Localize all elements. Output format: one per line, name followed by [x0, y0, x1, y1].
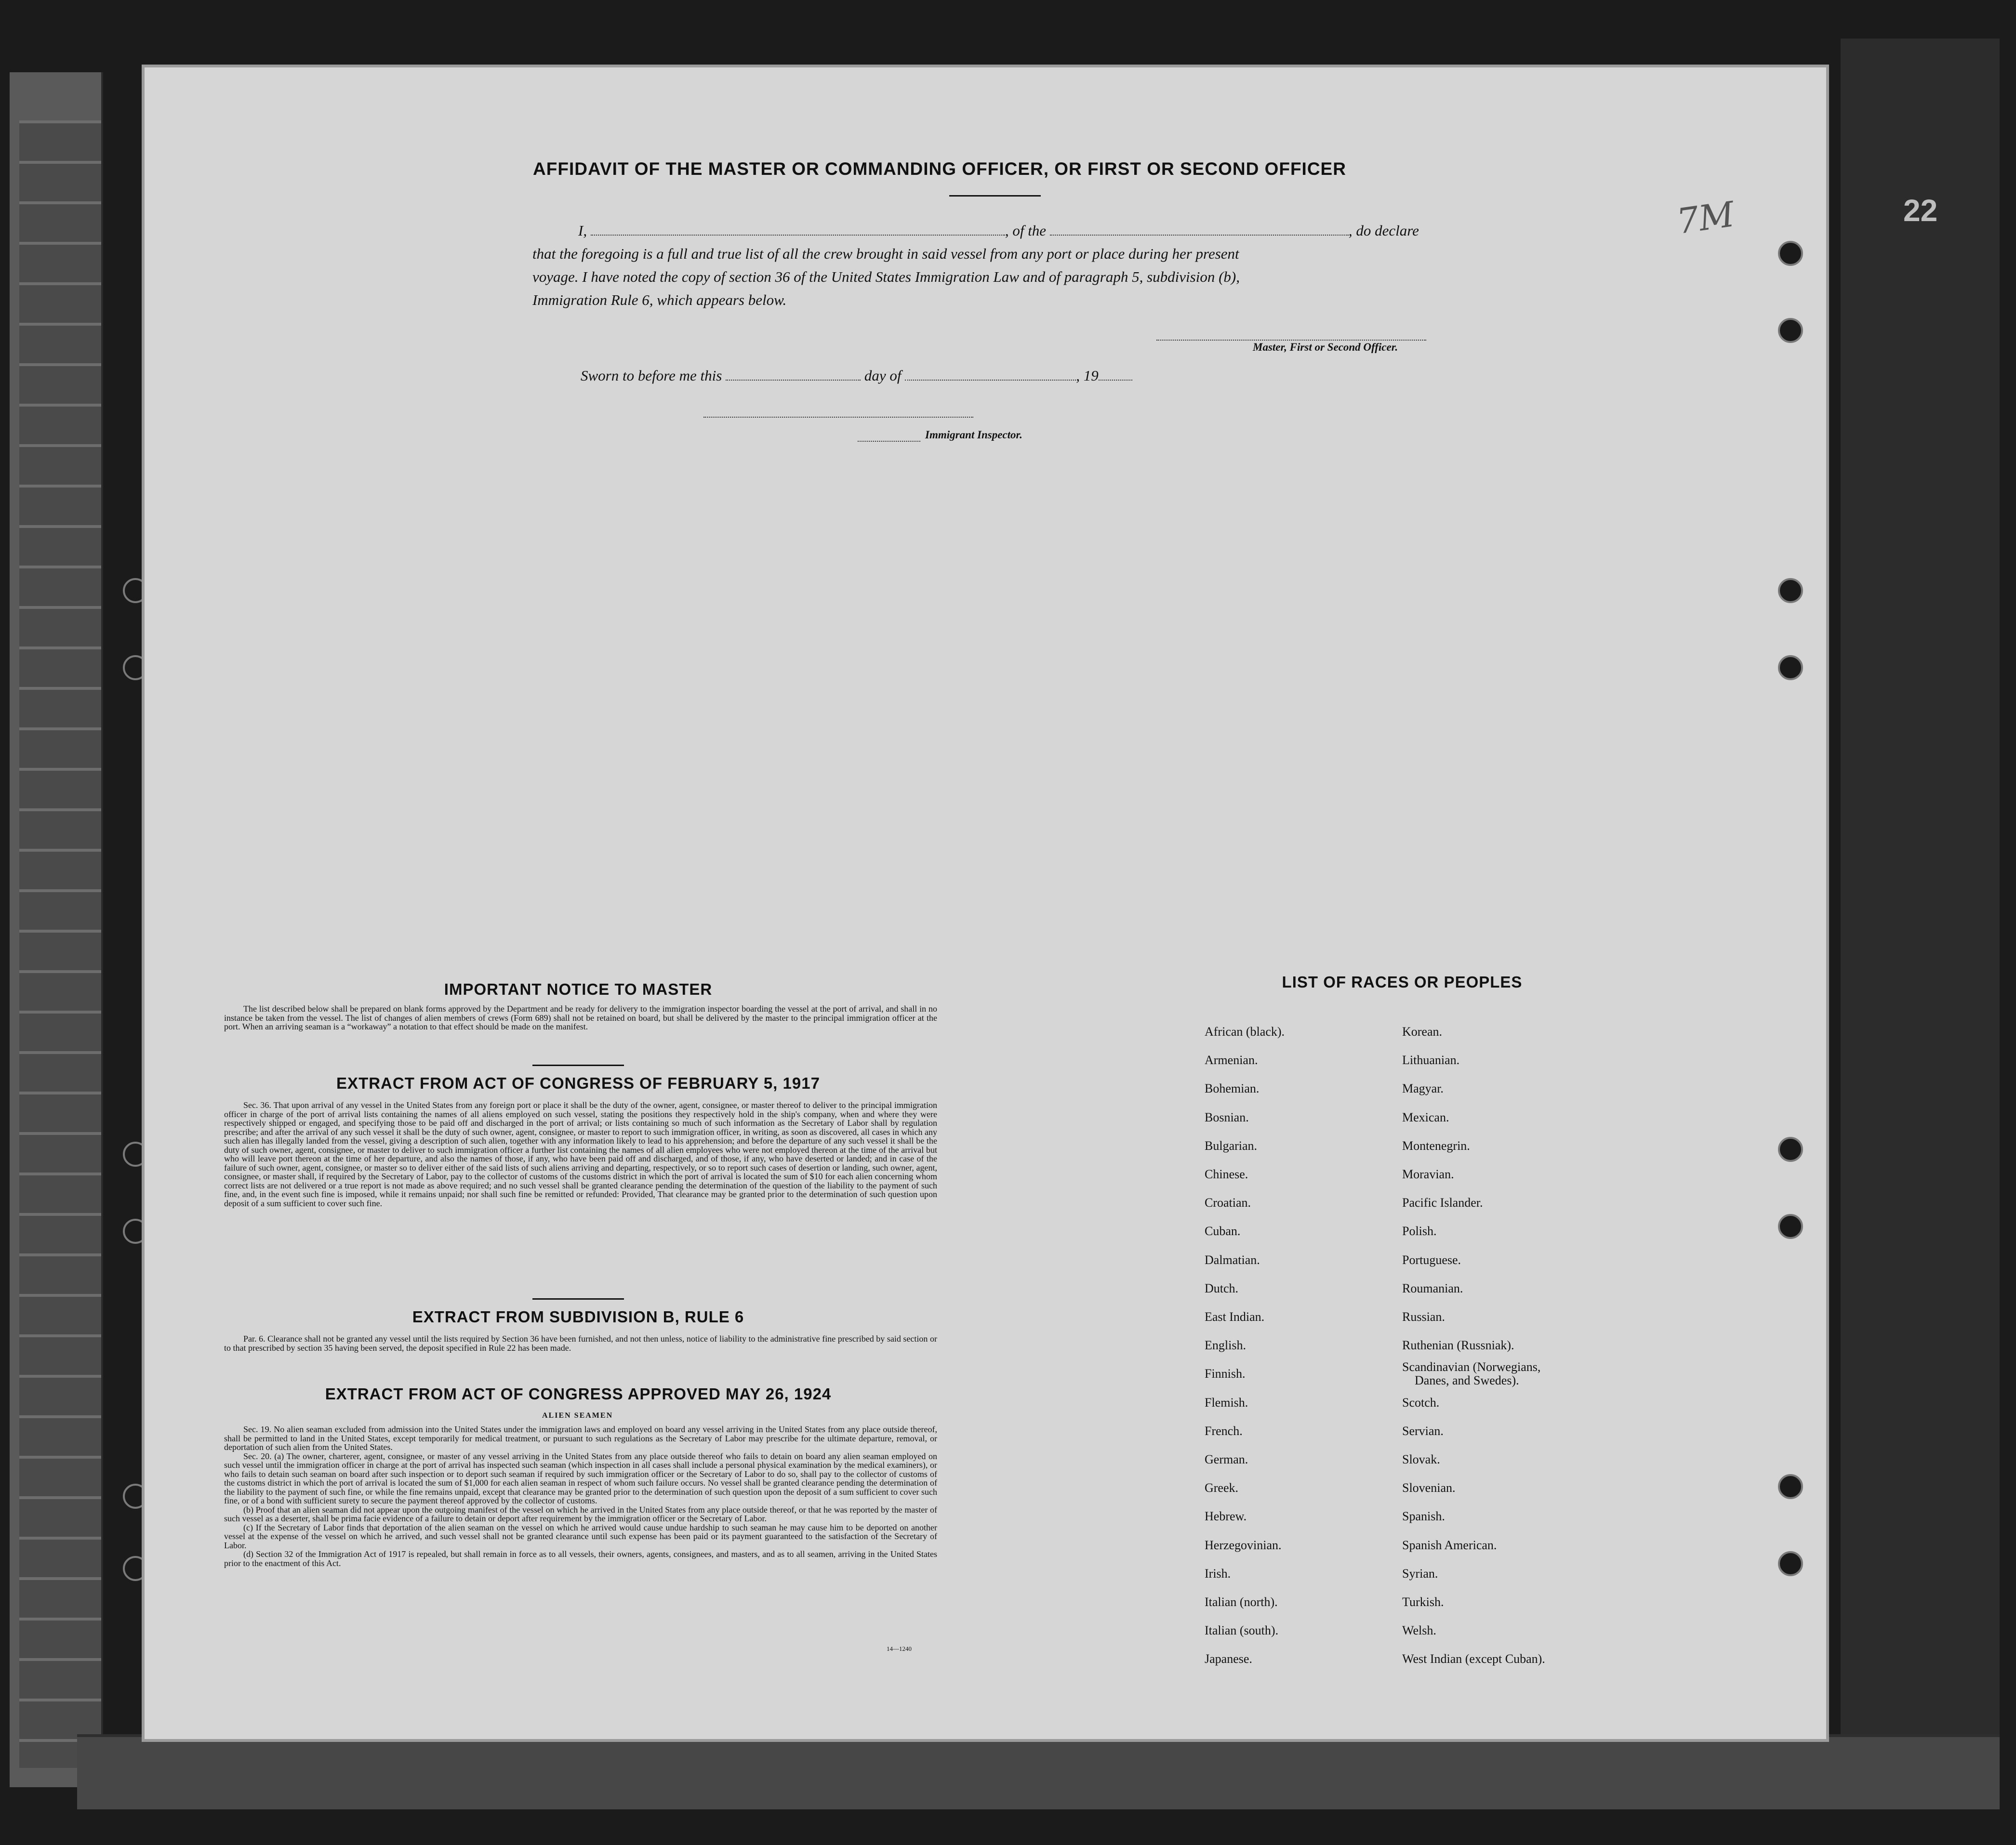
race-item: Finnish.	[1205, 1367, 1246, 1381]
race-item: Servian.	[1402, 1423, 1444, 1438]
race-item: Scandinavian (Norwegians,	[1402, 1360, 1541, 1374]
affidavit-of-the: , of the	[1005, 222, 1047, 239]
binder-hole	[1778, 318, 1803, 343]
paragraph-6: Par. 6. Clearance shall not be granted any vessel until the lists required by Section 36 have been furnished, and not then unless, notice of liability to the administrative fine prescribed by said section or to that prescribed by section 35 having been served, the deposit specified in Rule 22 has been made.	[224, 1334, 937, 1353]
race-item: French.	[1205, 1423, 1243, 1438]
race-item: Italian (north).	[1205, 1595, 1278, 1609]
master-signature-line[interactable]	[1156, 340, 1426, 341]
sworn-line	[581, 367, 1132, 384]
race-item: Dalmatian.	[1205, 1252, 1260, 1267]
day-of-label: day of	[864, 367, 902, 384]
race-item: Bosnian.	[1205, 1110, 1249, 1124]
race-item: Mexican.	[1402, 1110, 1449, 1124]
race-item: West Indian (except Cuban).	[1402, 1652, 1545, 1666]
race-item: Syrian.	[1402, 1566, 1438, 1581]
binder-hole	[1778, 1551, 1803, 1576]
binder-hole	[1778, 1474, 1803, 1499]
sworn-month-field[interactable]	[905, 368, 1076, 381]
race-item: Irish.	[1205, 1566, 1231, 1581]
adjacent-ledger-lines	[19, 120, 101, 1768]
race-item: Japanese.	[1205, 1652, 1252, 1666]
affidavit-body	[532, 219, 1467, 312]
section-divider	[532, 1065, 624, 1066]
race-item: Chinese.	[1205, 1167, 1248, 1181]
affidavit-line-1	[532, 219, 1467, 242]
title-underline	[949, 195, 1041, 197]
race-item: Dutch.	[1205, 1281, 1239, 1295]
notice-title: IMPORTANT NOTICE TO MASTER	[444, 980, 713, 998]
sec-20d-paragraph: (d) Section 32 of the Immigration Act of 1917 is repealed, but shall remain in force as to all vessels, their owners, agents, consignees, and masters, and as to all seamen, arriving in the United States prior to the enactment of this Act.	[224, 1549, 937, 1568]
binder-hole	[1778, 655, 1803, 680]
extract-rule6-title: EXTRACT FROM SUBDIVISION B, RULE 6	[412, 1308, 744, 1326]
sec-20a-paragraph: Sec. 20. (a) The owner, charterer, agent, consignee, or master of any vessel arriving in the United States from any place outside thereof who fails to detain on board any alien seaman employed on such vessel until the immigration officer in charge at the port of arrival has inspected such seaman (which inspection in all cases shall include a personal physical examination by the medical examiners), or who fails to detain such seaman on board after such inspection or to deport such seaman if required by such immigration officer or the Secretary of Labor to do so, shall pay to the collector of customs of the customs district in which the port of arrival is located the sum of $1,000 for each alien seaman in respect of whom such failure occurs. No vessel shall be granted clearance pending the determination of the liability to the payment of such fine, or while the fine remains unpaid, except that clearance may be granted prior to the determination of such question upon the deposit of a sum sufficient to cover such fine, or of a bond with sufficient surety to secure the payment thereof approved by the collector of customs.	[224, 1451, 937, 1505]
binder-hole	[1778, 578, 1803, 603]
race-item: Greek.	[1205, 1481, 1239, 1495]
sheet-number: 22	[1903, 193, 1938, 228]
race-item: Bulgarian.	[1205, 1138, 1258, 1153]
race-item: Portuguese.	[1402, 1252, 1461, 1267]
race-item: Turkish.	[1402, 1595, 1444, 1609]
sec-20c-paragraph: (c) If the Secretary of Labor finds that deportation of the alien seaman on the vessel on which he arrived would cause undue hardship to such seaman he may cause him to be deported on another vessel at the expense of the vessel on which he arrived, and such vessel shall not be granted clearance until such expense has been paid or its payment guaranteed to the satisfaction of the Secretary of Labor.	[224, 1522, 937, 1550]
notice-paragraph: The list described below shall be prepared on blank forms approved by the Department and be ready for delivery to the immigration inspector boarding the vessel at the port of arrival, and shall in no instance be taken from the vessel. The list of changes of alien members of crews (Form 689) shall not be retained on board, but shall be delivered by the master to the principal immigration officer at the port. When an arriving seaman is a “workaway” a notation to that effect should be made on the manifest.	[224, 1004, 937, 1031]
extract-1924-text	[224, 1425, 937, 1568]
binder-hole	[1778, 1137, 1803, 1162]
race-item: African (black).	[1205, 1025, 1285, 1039]
race-item: Bohemian.	[1205, 1081, 1260, 1096]
race-item: Ruthenian (Russniak).	[1402, 1338, 1514, 1353]
race-item: English.	[1205, 1338, 1246, 1353]
race-item: Hebrew.	[1205, 1509, 1247, 1524]
race-item: Pacific Islander.	[1402, 1196, 1483, 1210]
race-item: Montenegrin.	[1402, 1138, 1470, 1153]
scanner-background-right	[1841, 39, 2000, 1773]
inspector-caption-leader	[858, 441, 920, 442]
extract-rule6-text	[224, 1334, 937, 1352]
immigration-form-page	[145, 67, 1826, 1739]
section-36-paragraph: Sec. 36. That upon arrival of any vessel in the United States from any foreign port or place it shall be the duty of the owner, agent, consignee, or master thereof to deliver to the principal immigration officer in charge of the port of arrival lists containing the names of all aliens employed on such vessel, stating the positions they respectively hold in the ship's company, when and where they were respectively shipped or engaged, and specifying those to be paid off and discharged in the port of arrival; or lists containing so much of such information as the Secretary of Labor shall by regulation prescribe; and after the arrival of any such vessel it shall be the duty of such owner, agent, consignee, or master to report to such immigration officer, in writing, as soon as discovered, all cases in which any such alien has illegally landed from the vessel, giving a description of such alien, together with any information likely to lead to his apprehension; and before the departure of any such vessel it shall be the duty of such owner, agent, consignee, or master to deliver to such immigration officer a further list containing the names of all alien employees who were not employed thereon at the time of the arrival but who will leave port thereon at the time of her departure, and also the names of those, if any, who have been paid off and discharged, and of those, if any, who have deserted or landed; and in case of the failure of such owner, agent, consignee, or master so to deliver either of the said lists of such aliens arriving and departing, respectively, or so to report such cases of desertion or landing, such owner, agent, consignee, or master shall, if required by the Secretary of Labor, pay to the collector of customs of the customs district in which the port of arrival is located the sum of $10 for each alien concerning whom correct lists are not delivered or a true report is not made as above required; and no such vessel shall be granted clearance pending the determination of the question of the liability to the payment of such fine, and, in the event such fine is imposed, while it remains unpaid; nor shall such fine be remitted or refunded: Provided, That clearance may be granted prior to the determination of such question upon deposit of a sum sufficient to cover such fine.	[224, 1100, 937, 1208]
form-number: 14—1240	[887, 1645, 912, 1652]
handwritten-pencil-note: 7M	[1674, 194, 1737, 242]
race-item: Scotch.	[1402, 1395, 1440, 1410]
race-item: Welsh.	[1402, 1623, 1436, 1638]
race-item: Korean.	[1402, 1025, 1443, 1039]
sworn-day-field[interactable]	[726, 368, 861, 381]
inspector-signature-caption: Immigrant Inspector.	[925, 429, 1022, 441]
race-item: Spanish American.	[1402, 1538, 1497, 1552]
master-name-field[interactable]	[591, 223, 1005, 236]
race-item: Lithuanian.	[1402, 1053, 1460, 1067]
affidavit-title: AFFIDAVIT OF THE MASTER OR COMMANDING OFFICER, OR FIRST OR SECOND OFFICER	[533, 159, 1346, 179]
race-item: Spanish.	[1402, 1509, 1445, 1524]
race-item: Croatian.	[1205, 1196, 1251, 1210]
master-signature-caption: Master, First or Second Officer.	[1253, 341, 1398, 353]
year-prefix: , 19	[1076, 367, 1099, 384]
race-item: Magyar.	[1402, 1081, 1444, 1096]
sworn-label: Sworn to before me this	[581, 367, 722, 384]
race-item: Slovenian.	[1402, 1481, 1456, 1495]
race-item: Italian (south).	[1205, 1623, 1279, 1638]
race-item: Herzegovinian.	[1205, 1538, 1282, 1552]
races-title: LIST OF RACES OR PEOPLES	[1282, 973, 1523, 991]
race-item: Polish.	[1402, 1224, 1437, 1239]
race-item: Slovak.	[1402, 1452, 1440, 1466]
extract-1917-text	[224, 1101, 937, 1208]
race-item: Cuban.	[1205, 1224, 1241, 1239]
race-item: German.	[1205, 1452, 1248, 1466]
race-item: Moravian.	[1402, 1167, 1454, 1181]
affidavit-i: I,	[578, 222, 587, 239]
affidavit-do-declare: , do declare	[1348, 222, 1419, 239]
extract-1917-title: EXTRACT FROM ACT OF CONGRESS OF FEBRUARY 5, 1917	[336, 1074, 820, 1092]
vessel-name-field[interactable]	[1050, 223, 1349, 236]
affidavit-line-4: Immigration Rule 6, which appears below.	[532, 291, 787, 308]
extract-1924-title: EXTRACT FROM ACT OF CONGRESS APPROVED MAY 26, 1924	[325, 1385, 832, 1403]
section-divider	[532, 1298, 624, 1300]
affidavit-line-2: that the foregoing is a full and true list of all the crew brought in said vessel from any port or place during her present	[532, 245, 1239, 262]
affidavit-line-3: voyage. I have noted the copy of section 36 of the United States Immigration Law and of paragraph 5, subdivision (b),	[532, 268, 1240, 285]
binder-hole	[1778, 241, 1803, 266]
race-item: Flemish.	[1205, 1395, 1248, 1410]
race-item: Danes, and Swedes).	[1415, 1373, 1519, 1388]
race-item: Armenian.	[1205, 1053, 1258, 1067]
race-item: Roumanian.	[1402, 1281, 1463, 1295]
notice-text	[224, 1004, 937, 1031]
inspector-signature-line[interactable]	[703, 417, 973, 418]
stacked-sheets-bottom	[77, 1734, 2000, 1809]
race-item: Russian.	[1402, 1310, 1445, 1324]
binder-hole	[1778, 1214, 1803, 1239]
sec-19-paragraph: Sec. 19. No alien seaman excluded from admission into the United States under the immigration laws and employed on board any vessel arriving in the United States from any place outside thereof, shall be permitted to land in the United States, except temporarily for medical treatment, or pursuant to such regulations as the Secretary of Labor may prescribe for the ultimate departure, removal, or deportation of such alien from the United States.	[224, 1424, 937, 1452]
alien-seamen-subtitle: ALIEN SEAMEN	[542, 1411, 613, 1420]
race-item: East Indian.	[1205, 1310, 1265, 1324]
sec-20b-paragraph: (b) Proof that an alien seaman did not appear upon the outgoing manifest of the vessel on which he arrived in the United States from any place outside thereof, or that he was reported by the master of such vessel as a deserter, shall be prima facie evidence of a failure to detain or deport after requirement by the immigration officer or the Secretary of Labor.	[224, 1504, 937, 1523]
sworn-year-field[interactable]	[1099, 368, 1132, 381]
